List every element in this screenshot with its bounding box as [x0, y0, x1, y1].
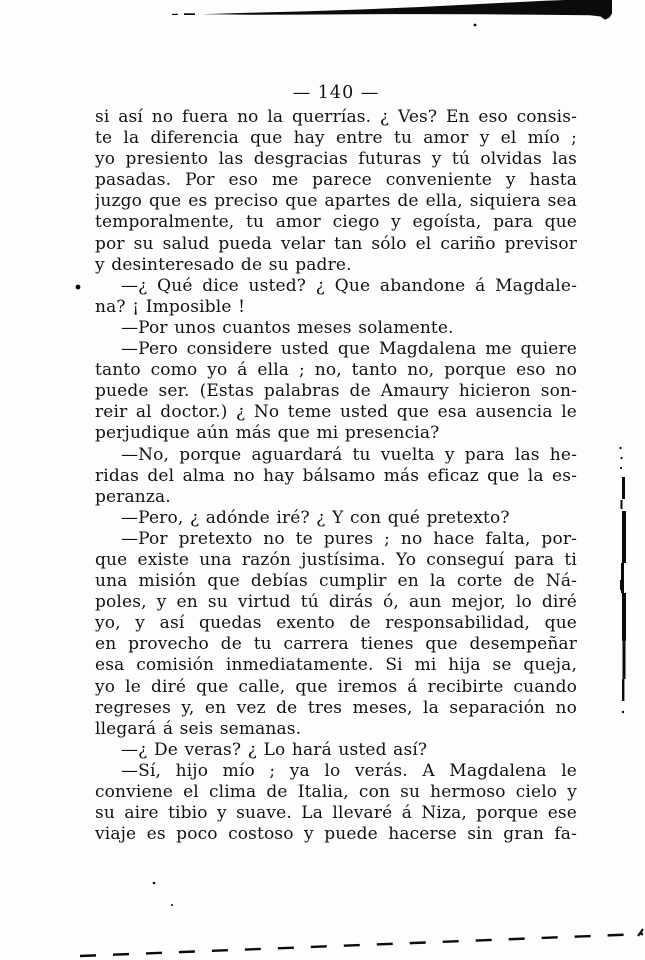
text-line: una misión que debías cumplir en la corte de Ná-: [95, 571, 577, 592]
text-line: pasadas. Por eso me parece conveniente y hasta: [95, 170, 577, 191]
text-line: —Pero, ¿ adónde iré? ¿ Y con qué pretexto?: [121, 507, 510, 528]
text-line: yo presiento las desgracias futuras y tú olvidas las: [95, 149, 577, 170]
text-line: temporalmente, tu amor ciego y egoísta, para que: [95, 212, 577, 233]
text-line: —Sí, hijo mío ; ya lo verás. A Magdalena le: [121, 760, 577, 781]
text-line: yo, y así quedas exento de responsabilidad, que: [95, 613, 577, 634]
text-line: puede ser. (Estas palabras de Amaury hicieron son-: [95, 381, 577, 402]
text-line: reir al doctor.) ¿ No teme usted que esa ausencia le: [95, 402, 577, 423]
text-line: —No, porque aguardará tu vuelta y para las he-: [121, 444, 577, 465]
text-block: [95, 107, 577, 845]
text-line: tanto como yo á ella ; no, tanto no, porque eso no: [95, 360, 577, 381]
text-line: viaje es poco costoso y puede hacerse sin gran fa-: [95, 824, 577, 845]
text-line: si así no fuera no la querrías. ¿ Ves? En eso consis-: [95, 107, 577, 127]
text-line: peranza.: [95, 486, 171, 507]
text-line: llegará á seis semanas.: [95, 718, 302, 739]
margin-ink-speckle: [70, 279, 90, 299]
text-line: en provecho de tu carrera tienes que desempeñar: [95, 634, 577, 655]
text-line: —¿ De veras? ¿ Lo hará usted así?: [121, 739, 428, 760]
text-line: por su salud pueda velar tan sólo el cariño previsor: [95, 233, 577, 254]
text-line: —Pero considere usted que Magdalena me quiere: [121, 339, 577, 360]
text-line: y desinteresado de su padre.: [95, 254, 352, 275]
text-line: juzgo que es preciso que apartes de ella, siquiera sea: [95, 191, 577, 212]
page-number: — 140 —: [292, 83, 380, 103]
text-line: —Por unos cuantos meses solamente.: [121, 317, 454, 338]
text-line: te la diferencia que hay entre tu amor y el mío ;: [95, 128, 577, 149]
text-line: esa comisión inmediatamente. Si mi hija se queja,: [95, 655, 577, 676]
text-line: poles, y en su virtud tú dirás ó, aun mejor, lo diré: [95, 592, 577, 613]
text-line: perjudique aún más que mi presencia?: [95, 423, 440, 444]
text-line: —¿ Qué dice usted? ¿ Que abandone á Magdale-: [121, 275, 577, 296]
text-line: conviene el clima de Italia, con su hermoso cielo y: [95, 782, 577, 802]
text-line: su aire tibio y suave. La llevaré á Niza, porque ese: [95, 803, 577, 824]
text-line: na? ¡ Imposible !: [95, 296, 246, 317]
text-line: que existe una razón justísima. Yo conseguí para ti: [95, 549, 577, 570]
top-ink-smear: [0, 0, 645, 60]
text-line: ridas del alma no hay bálsamo más eficaz que la es-: [95, 465, 577, 486]
text-line: —Por pretexto no te pures ; no hace falta, por-: [121, 528, 577, 549]
text-line: yo le diré que calle, que iremos á recibirte cuando: [95, 676, 577, 697]
text-line: regreses y, en vez de tres meses, la separación no: [95, 697, 577, 718]
